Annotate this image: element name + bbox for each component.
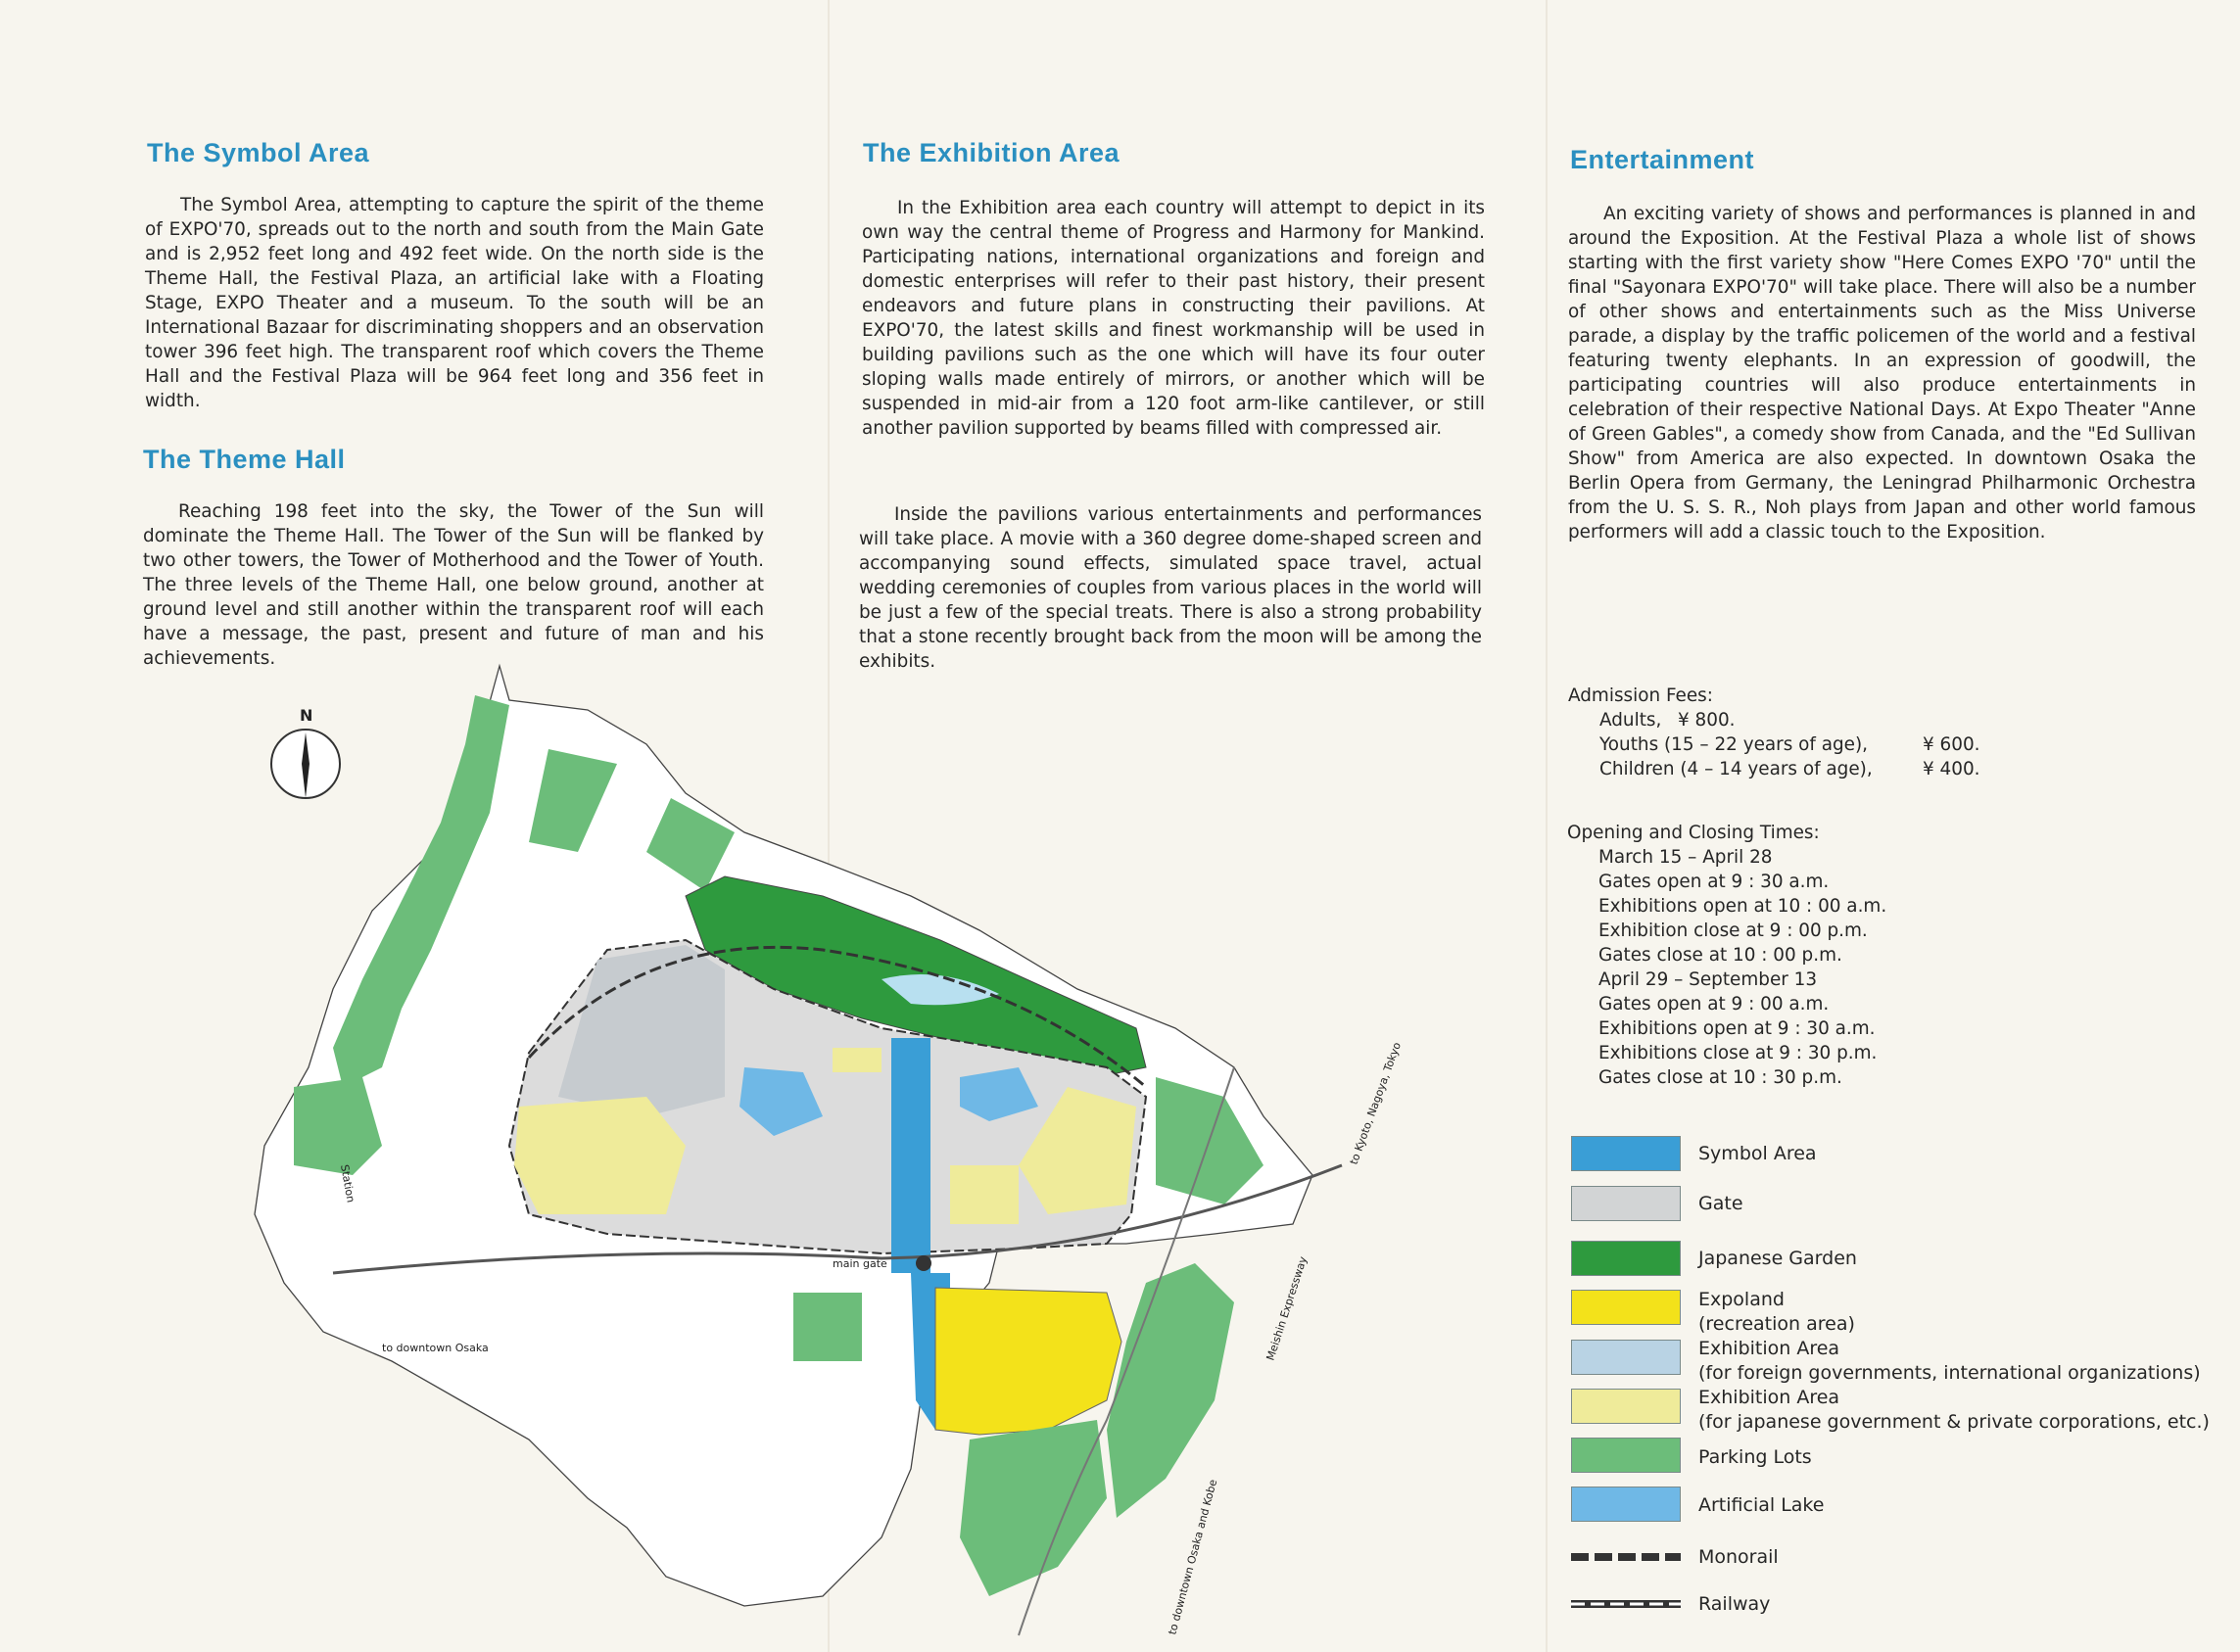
hours-line: Exhibition close at 9 : 00 p.m. bbox=[1598, 920, 1868, 941]
legend-item-gate bbox=[1571, 1186, 1681, 1221]
legend-label-main: Expoland bbox=[1698, 1289, 1785, 1310]
station-label: Station bbox=[338, 1163, 357, 1204]
legend-item-artificial-lake bbox=[1571, 1487, 1681, 1522]
fee-youths-price: ¥ 600. bbox=[1923, 734, 1980, 755]
exhibition-area-text-1: In the Exhibition area each country will attempt to depict in its own way the central theme of Progress and Harmony for Mankind. Participating nations, international organizations and foreign and domestic enterprises will refer to their past history, their present endeavors and future plans in constructing their pavilions. At EXPO'70, the latest skills and finest workmanship will be used in building pavilions such as the one which will have its four outer sloping walls made entirely of mirrors, or another which will be suspended in mid-air from a 120 foot arm-like cantilever, or still another pavilion supported by beams filled with compressed air. bbox=[862, 198, 1485, 439]
hours-line: Gates open at 9 : 30 a.m. bbox=[1598, 872, 1830, 892]
hours-title: Opening and Closing Times: bbox=[1567, 823, 1820, 843]
legend-label bbox=[1698, 1386, 2210, 1435]
legend-label bbox=[1698, 1288, 1855, 1337]
meishin-label: Meishin Expressway bbox=[1263, 1254, 1311, 1362]
hours-line: Exhibitions open at 10 : 00 a.m. bbox=[1598, 896, 1887, 917]
fee-youths bbox=[1568, 732, 2195, 757]
exhibition-area-text-2: Inside the pavilions various entertainments and performances will take place. A movie with a 360 degree dome-shaped screen and accompanying sound effects, simulated space travel, actual wedding ceremonies of couples from various places in the world will be just a few of the special treats. There is also a strong probability that a stone recently brought back from the moon will be among the exhibits. bbox=[859, 504, 1482, 672]
fee-adults-price: ¥ 800. bbox=[1678, 710, 1736, 731]
to-kyoto-label: to Kyoto, Nagoya, Tokyo bbox=[1347, 1040, 1404, 1167]
legend-label-main: Exhibition Area bbox=[1698, 1387, 1840, 1408]
legend-label-sub: (recreation area) bbox=[1698, 1313, 1855, 1335]
legend-swatch bbox=[1571, 1186, 1681, 1221]
legend-label: Gate bbox=[1698, 1193, 1743, 1214]
hours-line: March 15 – April 28 bbox=[1598, 847, 1773, 868]
legend-label: Artificial Lake bbox=[1698, 1494, 1825, 1516]
opening-hours bbox=[1567, 821, 2194, 1090]
legend-item-japanese-garden bbox=[1571, 1241, 1681, 1276]
exhibition-area-heading: The Exhibition Area bbox=[863, 138, 1120, 167]
symbol-area-heading: The Symbol Area bbox=[147, 138, 370, 167]
main-gate-marker bbox=[916, 1255, 931, 1271]
legend-item-exhibition-japanese bbox=[1571, 1389, 1681, 1424]
legend-label-sub: (for japanese government & private corporations, etc.) bbox=[1698, 1411, 2210, 1433]
legend-label: Railway bbox=[1698, 1593, 1771, 1615]
legend-label: Japanese Garden bbox=[1698, 1248, 1857, 1269]
main-gate-label: main gate bbox=[833, 1257, 887, 1270]
legend-swatch bbox=[1571, 1136, 1681, 1171]
legend-swatch bbox=[1571, 1290, 1681, 1325]
hours-line: Gates open at 9 : 00 a.m. bbox=[1598, 994, 1830, 1015]
compass-north-label: N bbox=[300, 706, 313, 725]
legend-label: Parking Lots bbox=[1698, 1446, 1812, 1468]
fee-youths-label: Youths (15 – 22 years of age), bbox=[1599, 734, 1869, 755]
legend-item-exhibition-foreign bbox=[1571, 1340, 1681, 1375]
hours-line: Gates close at 10 : 00 p.m. bbox=[1598, 945, 1842, 966]
fee-children-price: ¥ 400. bbox=[1923, 759, 1980, 779]
fee-adults-label: Adults, bbox=[1599, 710, 1662, 731]
theme-hall-text: Reaching 198 feet into the sky, the Tower of the Sun will dominate the Theme Hall. The Tower of the Sun will be flanked by two other towers, the Tower of Motherhood and the Tower of Youth. The three levels of the Theme Hall, one below ground, another at ground level and still another within the transparent roof will each have a message, the past, present and future of man and his achievements. bbox=[143, 501, 764, 669]
fee-adults bbox=[1568, 708, 2195, 732]
expoland bbox=[935, 1288, 1121, 1435]
legend-swatch bbox=[1571, 1389, 1681, 1424]
legend-item-parking-lots bbox=[1571, 1438, 1681, 1473]
legend-label: Monorail bbox=[1698, 1546, 1779, 1568]
fold-line-right bbox=[1546, 0, 1548, 1652]
railway-symbol bbox=[1571, 1599, 1681, 1609]
exhibition-japanese-west bbox=[514, 1097, 686, 1214]
legend-swatch bbox=[1571, 1438, 1681, 1473]
admission-title: Admission Fees: bbox=[1568, 685, 1713, 706]
legend-swatch bbox=[1571, 1241, 1681, 1276]
legend-item-expoland bbox=[1571, 1290, 1681, 1325]
exhibition-japanese-center bbox=[950, 1165, 1019, 1224]
fee-children bbox=[1568, 757, 2195, 781]
to-osaka-label: to downtown Osaka bbox=[382, 1342, 489, 1354]
admission-fees bbox=[1568, 684, 2195, 781]
symbol-area-text: The Symbol Area, attempting to capture the spirit of the theme of EXPO'70, spreads out to the north and south from the Main Gate and is 2,952 feet long and 492 feet wide. On the north side is the Theme Hall, the Festival Plaza, an artificial lake with a Floating Stage, EXPO Theater and a museum. To the south will be an International Bazaar for discriminating shoppers and an observation tower 396 feet high. The transparent roof which covers the Theme Hall and the Festival Plaza will be 964 feet long and 356 feet in width. bbox=[145, 195, 764, 411]
entertainment-text: An exciting variety of shows and performances is planned in and around the Exposition. At the Festival Plaza a whole list of shows starting with the first variety show "Here Comes EXPO '70" until the final "Sayonara EXPO'70" will take place. There will also be a number of other shows and entertainments such as the Miss Universe parade, a display by the traffic policemen of the world and a festival featuring twenty elephants. In an expression of goodwill, the participating countries will also produce entertainments in celebration of their respective National Days. At Expo Theater "Anne of Green Gables", a comedy show from Canada, and the "Ed Sullivan Show" from America are also expected. In downtown Osaka the Berlin Opera from Germany, the Leningrad Philharmonic Orchestra from the U. S. S. R., Noh plays from Japan and other world famous performers will add a classic touch to the Exposition. bbox=[1568, 204, 2196, 543]
parking-lot-sse bbox=[960, 1420, 1107, 1596]
to-osaka-kobe-label: to downtown Osaka and Kobe bbox=[1166, 1478, 1220, 1636]
parking-lot-east bbox=[1107, 1263, 1234, 1518]
hours-line: Gates close at 10 : 30 p.m. bbox=[1598, 1067, 1842, 1088]
legend-label-main: Exhibition Area bbox=[1698, 1338, 1840, 1359]
legend-item-monorail bbox=[1571, 1552, 1681, 1562]
legend-item-railway bbox=[1571, 1599, 1681, 1609]
legend-label bbox=[1698, 1337, 2201, 1386]
compass-icon bbox=[271, 706, 340, 798]
hours-line: Exhibitions open at 9 : 30 a.m. bbox=[1598, 1018, 1876, 1039]
fee-children-label: Children (4 – 14 years of age), bbox=[1599, 759, 1873, 779]
legend-swatch bbox=[1571, 1487, 1681, 1522]
legend-label-sub: (for foreign governments, international organizations) bbox=[1698, 1362, 2201, 1384]
legend-label: Symbol Area bbox=[1698, 1143, 1817, 1164]
hours-line: April 29 – September 13 bbox=[1598, 969, 1818, 990]
theme-hall-heading: The Theme Hall bbox=[143, 445, 346, 474]
legend-swatch bbox=[1571, 1340, 1681, 1375]
parking-lot-south bbox=[793, 1293, 862, 1361]
monorail-symbol bbox=[1571, 1552, 1681, 1562]
legend-item-symbol-area bbox=[1571, 1136, 1681, 1171]
exhibition-japanese-north bbox=[833, 1048, 882, 1072]
expo-site-map bbox=[137, 656, 1404, 1645]
entertainment-heading: Entertainment bbox=[1570, 145, 1755, 174]
hours-line: Exhibitions close at 9 : 30 p.m. bbox=[1598, 1043, 1878, 1063]
